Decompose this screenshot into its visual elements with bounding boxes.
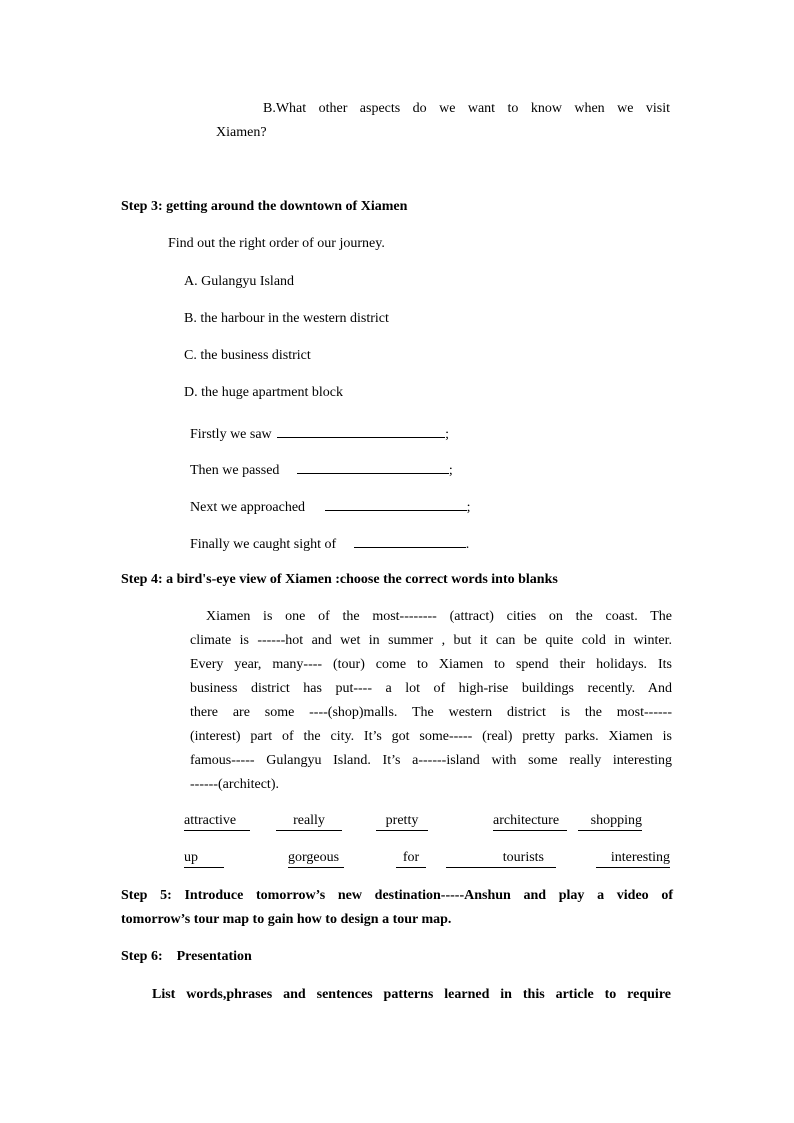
- blank-prefix: Finally we caught sight of: [190, 537, 337, 552]
- word-bank-item: pretty: [376, 814, 428, 831]
- question-b-line2: Xiamen?: [216, 125, 267, 140]
- word-bank-item: architecture: [493, 814, 567, 831]
- blank-suffix: ;: [445, 427, 450, 442]
- option-d: D. the huge apartment block: [184, 385, 344, 400]
- answer-blank[interactable]: [277, 423, 445, 438]
- word-bank-item: attractive: [184, 814, 250, 831]
- word-bank-item: up: [184, 851, 224, 868]
- passage-line: Every year, many---- (tour) come to Xiamen to spend their holidays. Its: [190, 657, 672, 672]
- option-a: A. Gulangyu Island: [184, 274, 295, 289]
- passage-line: business district has put---- a lot of high-rise buildings recently. And: [190, 681, 672, 696]
- passage-line: climate is ------hot and wet in summer , but it can be quite cold in winter.: [190, 633, 672, 648]
- blank-prefix: Then we passed: [190, 463, 280, 478]
- option-c: C. the business district: [184, 348, 311, 363]
- blank-suffix: ;: [466, 500, 471, 515]
- blank-row-finally: [190, 533, 469, 554]
- passage-line: (interest) part of the city. It’s got some----- (real) pretty parks. Xiamen is: [190, 729, 672, 744]
- step3-instruction: Find out the right order of our journey.: [168, 236, 385, 251]
- blank-prefix: Firstly we saw: [190, 427, 272, 442]
- blank-prefix: Next we approached: [190, 500, 306, 515]
- answer-blank[interactable]: [297, 459, 449, 474]
- step3-heading: Step 3: getting around the downtown of Xiamen: [121, 199, 408, 214]
- step6-line1: List words,phrases and sentences patterns learned in this article to require: [152, 987, 671, 1002]
- question-b-line1: B.What other aspects do we want to know when we visit: [263, 101, 670, 116]
- step4-heading: Step 4: a bird's-eye view of Xiamen :choose the correct words into blanks: [121, 572, 558, 587]
- step5-line2: tomorrow’s tour map to gain how to design a tour map.: [121, 912, 452, 927]
- blank-row-next: [190, 496, 470, 517]
- step6-heading: Step 6: Presentation: [121, 949, 252, 964]
- word-bank-item: gorgeous: [288, 851, 344, 868]
- answer-blank[interactable]: [354, 533, 466, 548]
- step5-line1: Step 5: Introduce tomorrow’s new destination-----Anshun and play a video of: [121, 888, 673, 903]
- blank-row-then: [190, 459, 453, 480]
- word-bank-item: tourists: [446, 851, 556, 868]
- answer-blank[interactable]: [325, 496, 467, 511]
- passage-line: there are some ----(shop)malls. The western district is the most------: [190, 705, 672, 720]
- blank-suffix: .: [465, 537, 470, 552]
- passage-line: ------(architect).: [190, 777, 279, 792]
- word-bank-item: shopping: [578, 814, 642, 831]
- blank-suffix: ;: [448, 463, 453, 478]
- passage-line: famous----- Gulangyu Island. It’s a------island with some really interesting: [190, 753, 672, 768]
- word-bank-item: for: [396, 851, 426, 868]
- passage-line: Xiamen is one of the most-------- (attract) cities on the coast. The: [206, 609, 672, 624]
- word-bank-item: interesting: [596, 851, 670, 868]
- step4-passage: [190, 608, 672, 800]
- blank-row-firstly: [190, 423, 449, 444]
- word-bank-item: really: [276, 814, 342, 831]
- option-b: B. the harbour in the western district: [184, 311, 389, 326]
